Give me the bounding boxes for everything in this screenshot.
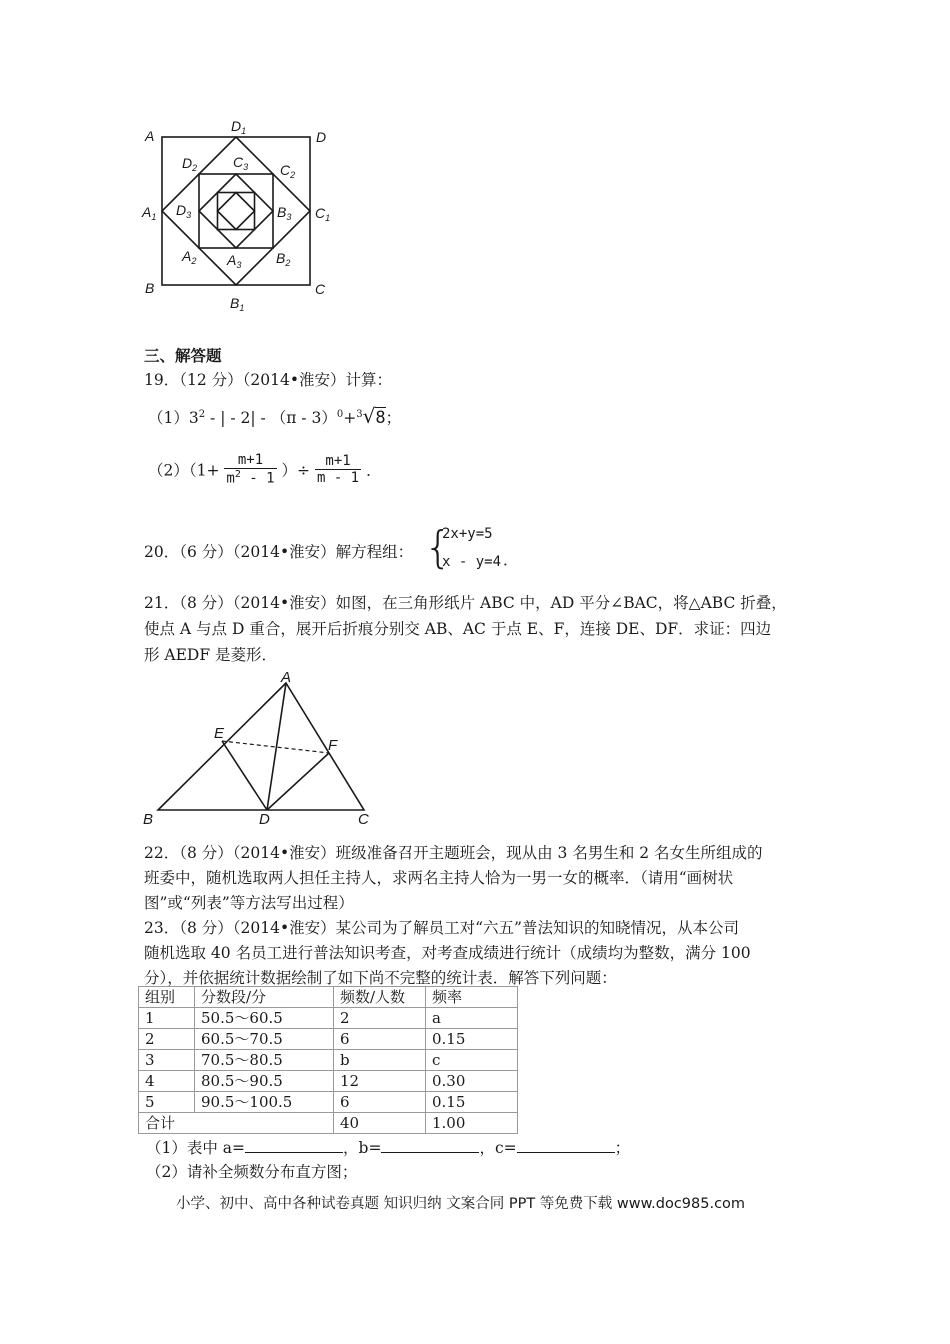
table-cell: 2 (139, 1029, 195, 1050)
q19-part2: （2）（1+ $\frac{m+1}{m^2 - 1}$ ）÷ $\frac{m+1}{m - 1}$ ． (148, 452, 382, 487)
table-cell: 6 (334, 1029, 426, 1050)
frequency-table (138, 986, 518, 1134)
label-A1: $A_1$ (142, 204, 157, 222)
header-cell: 频数/人数 (334, 987, 426, 1008)
label-A2: $A_2$ (182, 248, 197, 266)
q19-part1: $(1)3^2$ - | - 2| - （π - 3）$^0$+$^3$√8； (148, 404, 402, 428)
table-row (139, 1050, 518, 1071)
label-B2: $B_2$ (276, 250, 291, 268)
label-D: D (259, 811, 270, 828)
label-C: C (358, 811, 369, 828)
label-A3: $A_3$ (227, 252, 242, 270)
table-cell: 3 (139, 1050, 195, 1071)
segment-df (267, 753, 329, 810)
label-B: B (143, 811, 154, 828)
label-B3: $B_3$ (277, 204, 292, 222)
table-cell: 90.5～100.5 (195, 1092, 334, 1113)
square-a2b2c2d2 (199, 174, 273, 248)
table-cell: 1.00 (426, 1113, 518, 1134)
q22-line1: 22．（8 分）（2014•淮安）班级准备召开主题班会，现从由 3 名男生和 2 名女生所组成的 (144, 844, 763, 862)
q21-line1: 21．（8 分）（2014•淮安）如图，在三角形纸片 ABC 中，AD 平分∠BAC，将△ABC 折叠， (144, 594, 787, 612)
table-cell: 合计 (139, 1113, 334, 1134)
square-inner-4 (218, 193, 255, 230)
table-total-row (139, 1113, 518, 1134)
table-cell: 1 (139, 1008, 195, 1029)
q19-header: 19．（12 分）（2014•淮安）计算： (144, 371, 392, 389)
square-inner-5 (218, 193, 255, 230)
equation-1: 2x+y=5 (442, 526, 493, 542)
q21-line2: 使点 A 与点 D 重合，展开后折痕分别交 AB、AC 于点 E、F，连接 DE、DF．求证：四边 (144, 620, 772, 638)
header-cell: 频率 (426, 987, 518, 1008)
label-E: E (214, 725, 225, 742)
table-cell: 12 (334, 1071, 426, 1092)
fraction-2: $\frac{m+1}{m - 1}$ (316, 452, 360, 486)
answer-blank-c[interactable] (517, 1138, 615, 1153)
table-cell: b (334, 1050, 426, 1071)
fraction-1: $\frac{m+1}{m^2 - 1}$ (226, 452, 275, 487)
q20-end: ． (503, 551, 519, 569)
q23-line3: 分），并依据统计数据绘制了如下尚不完整的统计表．解答下列问题： (144, 969, 617, 987)
square-a3b3c3d3 (199, 174, 273, 248)
label-D: D (316, 129, 327, 145)
q21-line3: 形 AEDF 是菱形． (144, 646, 278, 664)
table-cell: 6 (334, 1092, 426, 1113)
table-cell: 5 (139, 1092, 195, 1113)
label-A: A (281, 669, 292, 686)
page-footer: 小学、初中、高中各种试卷真题 知识归纳 文案合同 PPT 等免费下载 www.doc985.com (176, 1196, 746, 1212)
section-title: 三、解答题 (144, 346, 222, 365)
label-B1: $B_1$ (230, 295, 245, 313)
table-row (139, 1092, 518, 1113)
table-row (139, 1008, 518, 1029)
table-cell: 2 (334, 1008, 426, 1029)
label-A: A (145, 128, 155, 144)
table-cell: 60.5～70.5 (195, 1029, 334, 1050)
q23-sub2: （2）请补全频数分布直方图； (146, 1163, 358, 1181)
label-C2: $C_2$ (280, 162, 296, 180)
table-cell: 70.5～80.5 (195, 1050, 334, 1071)
label-C: C (315, 281, 326, 297)
label-F: F (328, 737, 338, 754)
q20-text: 20．（6 分）（2014•淮安）解方程组： (144, 543, 414, 561)
table-cell: 80.5～90.5 (195, 1071, 334, 1092)
label-C3: $C_3$ (233, 154, 249, 172)
q23-line1: 23．（8 分）（2014•淮安）某公司为了解员工对“六五”普法知识的知晓情况，从本公司 (144, 919, 739, 937)
label-C1: $C_1$ (315, 205, 331, 223)
label-D1: $D_1$ (231, 118, 247, 136)
segment-ad (267, 683, 286, 810)
q22-line3: 图”或“列表”等方法写出过程） (144, 894, 354, 912)
table-row (139, 1071, 518, 1092)
equation-2: x - y=4 (442, 554, 502, 570)
segment-de (222, 741, 267, 810)
equation-system-brace: { (424, 522, 452, 573)
table-header-row (139, 987, 518, 1008)
header-cell: 分数段/分 (195, 987, 334, 1008)
table-cell: a (426, 1008, 518, 1029)
answer-blank-b[interactable] (381, 1138, 479, 1153)
q23-line2: 随机选取 40 名员工进行普法知识考查，对考查成绩进行统计（成绩均为整数，满分 100 (144, 944, 751, 962)
table-cell: 40 (334, 1113, 426, 1134)
table-cell: 50.5～60.5 (195, 1008, 334, 1029)
triangle-figure (138, 668, 378, 830)
table-cell: 0.15 (426, 1092, 518, 1113)
table-cell: c (426, 1050, 518, 1071)
table-row (139, 1029, 518, 1050)
label-D2: $D_2$ (182, 155, 198, 173)
label-D3: $D_3$ (176, 202, 192, 220)
answer-blank-a[interactable] (245, 1138, 343, 1153)
q22-line2: 班委中，随机选取两人担任主持人，求两名主持人恰为一男一女的概率．（请用“画树状 (144, 869, 734, 887)
nested-squares-figure (138, 115, 348, 315)
label-B: B (145, 280, 155, 296)
table-cell: 4 (139, 1071, 195, 1092)
table-cell: 0.15 (426, 1029, 518, 1050)
q23-sub1: （1）表中 a= ，b= ，c= ； (146, 1139, 631, 1157)
header-cell: 组别 (139, 987, 195, 1008)
table-cell: 0.30 (426, 1071, 518, 1092)
